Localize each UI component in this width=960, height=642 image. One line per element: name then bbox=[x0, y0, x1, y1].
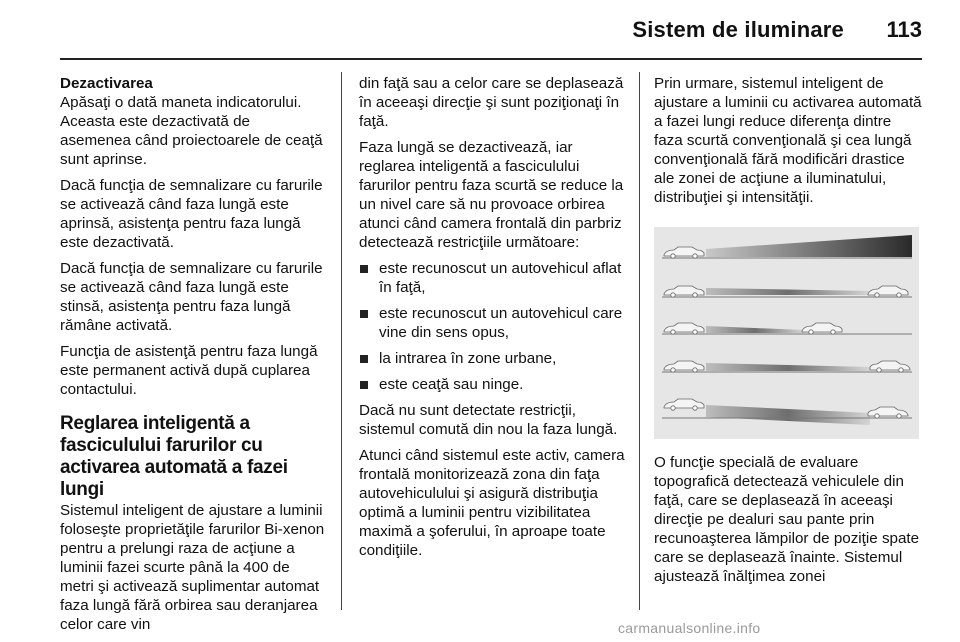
watermark: carmanualsonline.info bbox=[618, 620, 761, 636]
car-icon bbox=[664, 399, 704, 410]
bullet-square-icon bbox=[360, 355, 368, 363]
list-item: este ceaţă sau ninge. bbox=[359, 375, 625, 394]
page-number: 113 bbox=[886, 17, 922, 42]
subheading-deactivation: Dezactivarea bbox=[60, 75, 153, 92]
paragraph: Dacă funcţia de semnalizare cu farurile se activează când faza lungă este stinsă, asistenţa pentru faza lungă rămâne activată. bbox=[60, 260, 323, 334]
paragraph: O funcţie specială de evaluare topografică detectează vehiculele din faţă, care se deplasează în aceeaşi direcţie pe dealuri sau pante prin recunoaşterea lămpilor de poziţie spate care se deplasează înainte. Sistemul ajustează înălţimea zonei bbox=[654, 454, 920, 585]
paragraph: Funcţia de asistenţă pentru faza lungă este permanent activă după cuplarea contactului. bbox=[60, 343, 318, 398]
headlight-illustration bbox=[654, 227, 919, 439]
list-item: este recunoscut un autovehicul aflat în faţă, bbox=[359, 259, 625, 297]
header-rule bbox=[60, 58, 922, 60]
bullet-square-icon bbox=[360, 310, 368, 318]
car-icon bbox=[664, 286, 704, 297]
column-right bbox=[654, 74, 922, 593]
car-icon bbox=[664, 247, 704, 258]
beam-shape bbox=[706, 288, 870, 295]
paragraph: Dacă nu sunt detectate restricţii, sistemul comută din nou la faza lungă. bbox=[359, 402, 618, 438]
list-item: la intrarea în zone urbane, bbox=[359, 349, 625, 368]
car-icon bbox=[868, 407, 908, 418]
beam-shape bbox=[706, 235, 912, 257]
car-icon bbox=[870, 361, 910, 372]
column-middle bbox=[359, 74, 625, 567]
paragraph: din faţă sau a celor care se deplasează în aceeaşi direcţie şi sunt poziţionaţi în faţă. bbox=[359, 75, 624, 130]
column-left bbox=[60, 74, 325, 641]
column-divider-1 bbox=[341, 72, 342, 610]
car-icon bbox=[868, 286, 908, 297]
list-item: este recunoscut un autovehicul care vine din sens opus, bbox=[359, 304, 625, 342]
paragraph: Prin urmare, sistemul inteligent de ajustare a luminii cu activarea automată a fazei lungi reduce diferenţa dintre faza scurtă convenţională şi cea lungă convenţională fără modificări drastice ale zonei de acţiune a iluminatului, distribuţiei şi intensităţii. bbox=[654, 75, 922, 206]
beam-shape bbox=[706, 326, 804, 333]
section-heading: Reglarea inteligentă a fasciculului farurilor cu activarea automată a fazei lungi bbox=[60, 413, 288, 500]
paragraph: Dacă funcţia de semnalizare cu farurile se activează când faza lungă este aprinsă, asistenţa pentru faza lungă este dezactivată. bbox=[60, 177, 323, 251]
chapter-title: Sistem de iluminare bbox=[632, 17, 844, 42]
restriction-list bbox=[359, 259, 625, 394]
light-beam-diagram bbox=[654, 227, 919, 439]
beam-shape bbox=[706, 405, 870, 425]
paragraph: Apăsaţi o dată maneta indicatorului. Aceasta este dezactivată de asemenea când proiectoarele de ceaţă sunt aprinse. bbox=[60, 94, 323, 168]
car-icon bbox=[802, 323, 842, 334]
bullet-square-icon bbox=[360, 265, 368, 273]
car-icon bbox=[664, 323, 704, 334]
car-icon bbox=[664, 361, 704, 372]
beam-shape bbox=[706, 363, 870, 371]
paragraph: Faza lungă se dezactivează, iar reglarea inteligentă a fasciculului farurilor pentru faza scurtă se reduce la un nivel care să nu provoace orbirea atunci când camera frontală din parbriz detectează restricţiile următoare: bbox=[359, 139, 624, 251]
bullet-square-icon bbox=[360, 381, 368, 389]
paragraph: Sistemul inteligent de ajustare a luminii foloseşte proprietăţile farurilor Bi-xenon pentru a prelungi raza de acţiune a luminii fazei scurte până la 400 de metri şi activează suplimentar automat faza lungă fără orbirea sau deranjarea celor care vin bbox=[60, 502, 325, 633]
paragraph: Atunci când sistemul este activ, camera frontală monitorizează zona din faţa autovehiculului şi asigură distribuţia optimă a luminii pentru vizibilitatea maximă a şoferului, în aproape toate condiţiile. bbox=[359, 447, 625, 559]
column-divider-2 bbox=[639, 72, 640, 610]
